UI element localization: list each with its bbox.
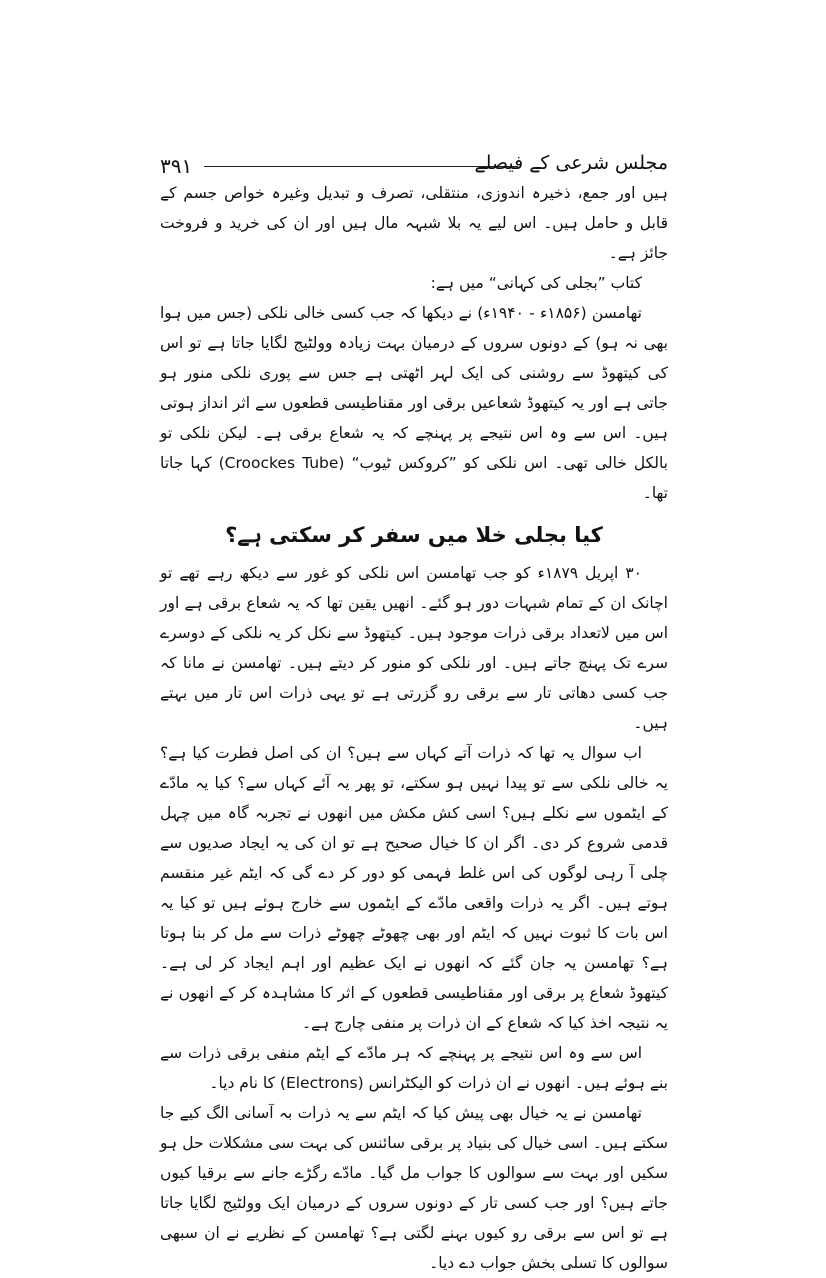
header-rule [204,166,518,167]
page-header [160,148,668,182]
section-heading: کیا بجلی خلا میں سفر کر سکتی ہے؟ [225,523,603,547]
paragraph: تھامسن (۱۸۵۶ء - ۱۹۴۰ء) نے دیکھا کہ جب کسی خالی نلکی (جس میں ہوا بھی نہ ہو) کے دونوں سروں کے درمیان بہت زیادہ وولٹیج لگایا جاتا ہے تو اس کی کیتھوڈ سے روشنی کی ایک لہر اٹھتی ہے جس سے پوری نلکی منور ہو جاتی ہے اور یہ کیتھوڈ شعاعیں برقی اور مقناطیسی قطعوں سے اثر انداز ہوتی ہیں۔ اس سے وہ اس نتیجے پر پہنچے کہ یہ شعاع برقی ہے۔ لیکن نلکی تو بالکل خالی تھی۔ اس نلکی کو ”کروکس ٹیوب“ (Croockes Tube) کہا جاتا تھا۔ [160,304,668,502]
paragraph: ۳۰ اپریل ۱۸۷۹ء کو جب تھامسن اس نلکی کو غور سے دیکھ رہے تھے تو اچانک ان کے تمام شبہات دور ہو گئے۔ انھیں یقین تھا کہ یہ شعاع برقی ہے اور اس میں لاتعداد برقی ذرات موجود ہیں۔ کیتھوڈ سے نکل کر یہ نلکی کے دوسرے سرے تک پہنچ جاتے ہیں۔ اور نلکی کو منور کر دیتے ہیں۔ تھامسن نے مانا کہ جب کسی دھاتی تار سے برقی رو گزرتی ہے تو یہی ذرات اس تار میں بہتے ہیں۔ [160,564,668,732]
page-body [160,178,668,1278]
page-number: ۳۹۱ [160,154,193,178]
paragraph: اب سوال یہ تھا کہ ذرات آتے کہاں سے ہیں؟ ان کی اصل فطرت کیا ہے؟ یہ خالی نلکی سے تو پیدا نہیں ہو سکتے، تو پھر یہ آئے کہاں سے؟ کیا یہ مادّے کے ایٹموں سے نکلے ہیں؟ اسی کش مکش میں انھوں نے تجربہ گاہ میں چہل قدمی شروع کر دی۔ اگر ان کا خیال صحیح ہے تو ان کی یہ ایجاد صدیوں سے چلی آ رہی لوگوں کی اس غلط فہمی کو دور کر دے گی کہ ایٹم غیر منقسم ہوتے ہیں۔ اگر یہ ذرات واقعی مادّے کے ایٹموں سے خارج ہوئے ہیں تو کیا یہ اس بات کا ثبوت نہیں کہ ایٹم اور بھی چھوٹے چھوٹے ذرات سے مل کر بنا ہوتا ہے؟ تھامسن یہ جان گئے کہ انھوں نے ایک عظیم اور اہم ایجاد کر لی ہے۔ کیتھوڈ شعاع پر برقی اور مقناطیسی قطعوں کے اثر کا مشاہدہ کر کے انھوں نے یہ نتیجہ اخذ کیا کہ شعاع کے ان ذرات پر منفی چارج ہے۔ [160,744,668,1032]
paragraph: اس سے وہ اس نتیجے پر پہنچے کہ ہر مادّے کے ایٹم منفی برقی ذرات سے بنے ہوئے ہیں۔ انھوں نے ان ذرات کو الیکٹرانس (Electrons) کا نام دیا۔ [160,1044,668,1092]
paragraph: تھامسن نے یہ خیال بھی پیش کیا کہ ایٹم سے یہ ذرات بہ آسانی الگ کیے جا سکتے ہیں۔ اسی خیال کی بنیاد پر برقی سائنس کی بہت سی مشکلات حل ہو سکیں اور بہت سے سوالوں کا جواب مل گیا۔ مادّے رگڑے جانے سے برقیا کیوں جاتے ہیں؟ اور جب کسی تار کے دونوں سروں کے درمیان ایک وولٹیج لگایا جاتا ہے تو اس سے برقی رو کیوں بہنے لگتی ہے؟ تھامسن کے نظریے نے ان سبھی سوالوں کا تسلی بخش جواب دے دیا۔ [160,1104,668,1272]
paragraph: کتاب ”بجلی کی کہانی“ میں ہے: [430,274,642,292]
book-title: مجلس شرعی کے فیصلے [474,152,668,174]
paragraph: ہیں اور جمع، ذخیرہ اندوزی، منتقلی، تصرف و تبدیل وغیرہ خواص جسم کے قابل و حامل ہیں۔ اس لیے یہ بلا شبہہ مال ہیں اور ان کی خرید و فروخت جائز ہے۔ [160,184,668,262]
